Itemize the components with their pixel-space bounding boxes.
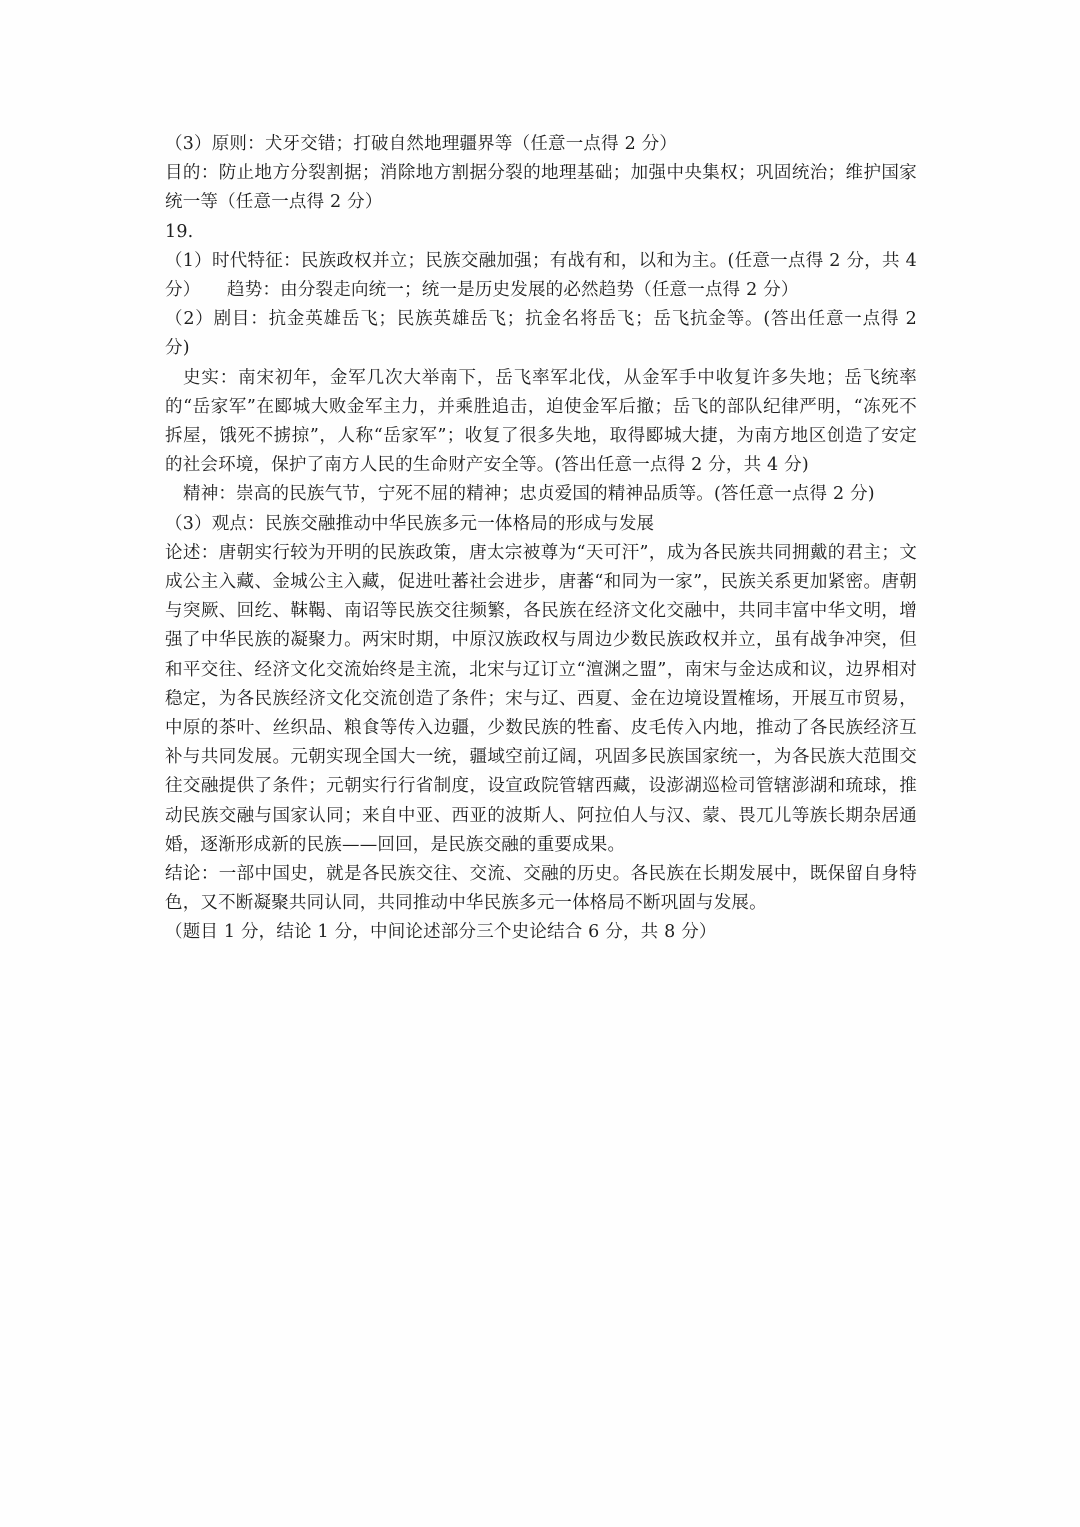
q19-part1-answer: （1）时代特征：民族政权并立；民族交融加强；有战有和，以和为主。(任意一点得 2 分，共 4 分） 趋势：由分裂走向统一；统一是历史发展的必然趋势（任意一点得 2 分） (165, 250, 917, 301)
q19-part3-viewpoint: （3）观点：民族交融推动中华民族多元一体格局的形成与发展 (165, 513, 655, 534)
question-number-19: 19. (165, 221, 194, 242)
q19-part2-title: （2）剧目：抗金英雄岳飞；民族英雄岳飞；抗金名将岳飞；岳飞抗金等。(答出任意一点得 2 分) (165, 309, 917, 359)
q19-part3-argument: 论述：唐朝实行较为开明的民族政策，唐太宗被尊为“天可汗”，成为各民族共同拥戴的君主；文成公主入藏、金城公主入藏，促进吐蕃社会进步，唐蕃“和同为一家”，民族关系更加紧密。唐朝与突厥、回纥、靺鞨、南诏等民族交往频繁，各民族在经济文化交融中，共同丰富中华文明，增强了中华民族的凝聚力。两宋时期，中原汉族政权与周边少数民族政权并立，虽有战争冲突，但和平交往、经济文化交流始终是主流，北宋与辽订立“澶渊之盟”，南宋与金达成和议，边界相对稳定，为各民族经济文化交流创造了条件；宋与辽、西夏、金在边境设置榷场，开展互市贸易，中原的茶叶、丝织品、粮食等传入边疆，少数民族的牲畜、皮毛传入内地，推动了各民族经济互补与共同发展。元朝实现全国大一统，疆域空前辽阔，巩固多民族国家统一，为各民族大范围交往交融提供了条件；元朝实行行省制度，设宣政院管辖西藏，设澎湖巡检司管辖澎湖和琉球，推动民族交融与国家认同；来自中亚、西亚的波斯人、阿拉伯人与汉、蒙、畏兀儿等族长期杂居通婚，逐渐形成新的民族——回回，是民族交融的重要成果。 (165, 542, 917, 855)
q19-part2-facts: 史实：南宋初年，金军几次大举南下，岳飞率军北伐，从金军手中收复许多失地；岳飞统率的“岳家军”在郾城大败金军主力，并乘胜追击，迫使金军后撤；岳飞的部队纪律严明，“冻死不拆屋，饿死不掳掠”，人称“岳家军”；收复了很多失地，取得郾城大捷，为南方地区创造了安定的社会环境，保护了南方人民的生命财产安全等。(答出任意一点得 2 分，共 4 分) (165, 367, 917, 476)
q19-part3-conclusion: 结论：一部中国史，就是各民族交往、交流、交融的历史。各民族在长期发展中，既保留自身特色，又不断凝聚共同认同，共同推动中华民族多元一体格局不断巩固与发展。 (165, 864, 917, 914)
q19-part3-scoring-note: （题目 1 分，结论 1 分，中间论述部分三个史论结合 6 分，共 8 分） (165, 922, 717, 943)
q19-part2-spirit: 精神：崇高的民族气节，宁死不屈的精神；忠贞爱国的精神品质等。(答任意一点得 2 分) (183, 484, 875, 505)
q18-part3-purpose: 目的：防止地方分裂割据；消除地方割据分裂的地理基础；加强中央集权；巩固统治；维护国家统一等（任意一点得 2 分） (165, 163, 917, 213)
answer-text-block (165, 130, 917, 948)
q18-part3-principle: （3）原则：犬牙交错；打破自然地理疆界等（任意一点得 2 分） (165, 134, 678, 154)
